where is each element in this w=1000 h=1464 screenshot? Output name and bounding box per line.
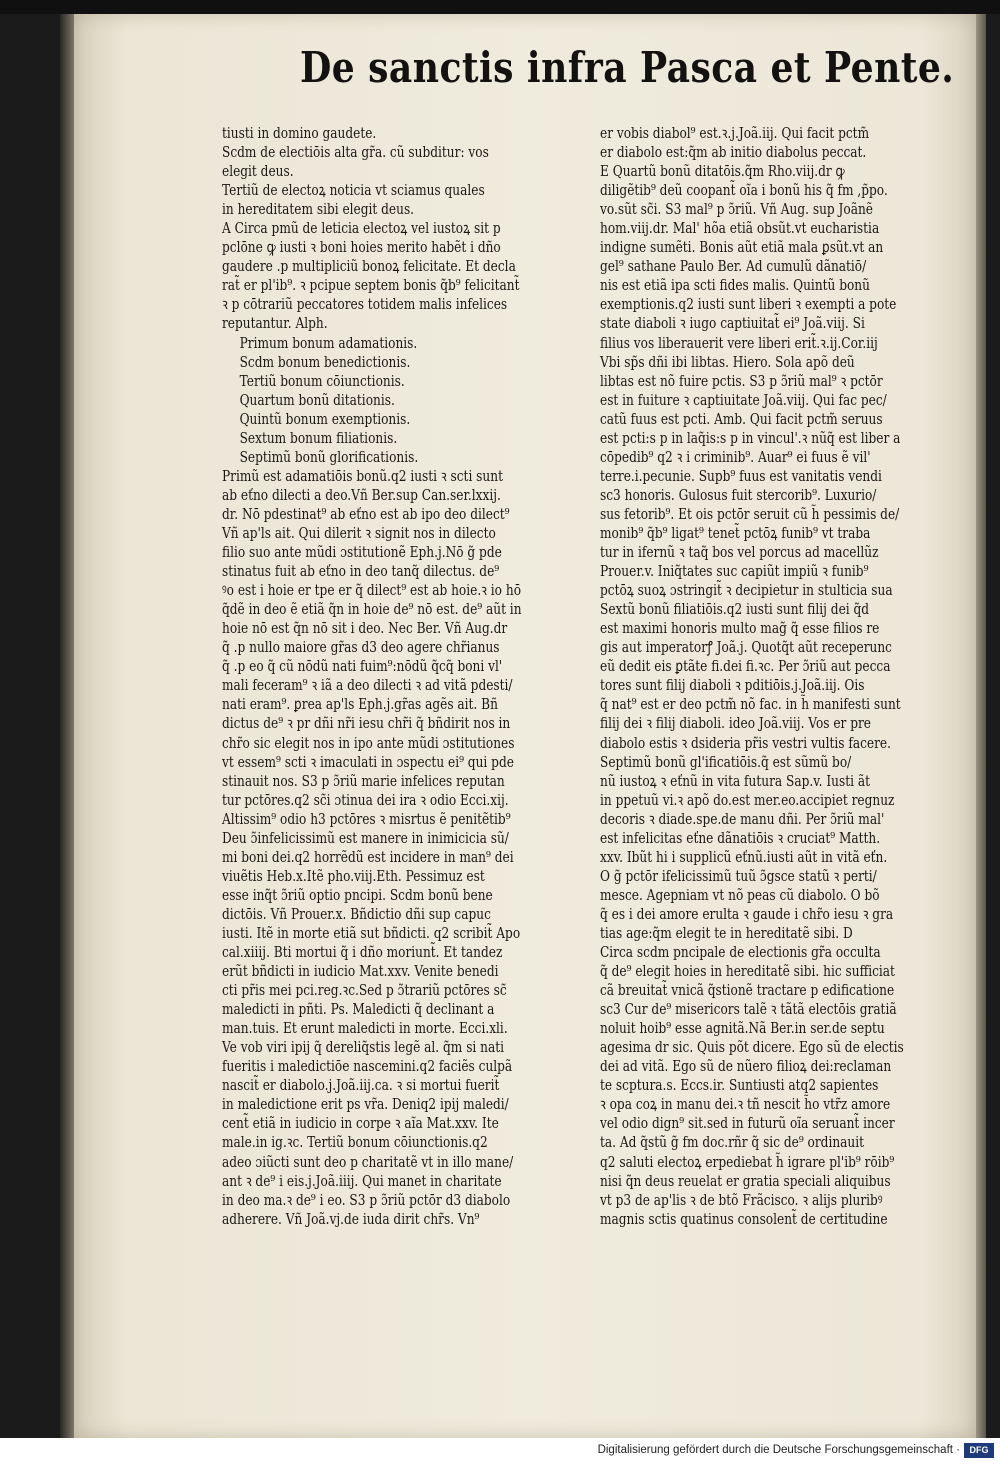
text-line: Tertiũ bonum cōiunctionis. bbox=[239, 371, 405, 390]
text-line: man.tuis. Et erunt maledicti in morte. Ecci.xli. bbox=[222, 1019, 508, 1038]
text-line: stinatus fuit ab eťno in deo tanq̃ dilectus. de⁹ bbox=[222, 562, 500, 581]
text-line: Quintũ bonum exemptionis. bbox=[239, 409, 411, 428]
text-line: terre.i.pecunie. Supb⁹ fuus est vanitatis vendi bbox=[600, 466, 882, 485]
text-line: q̃ .p nullo maiore gr̃as d3 deo agere chr̃ianus bbox=[222, 638, 500, 657]
text-line: q̃ es i dei amore erulta ꝛ gaude i chr̃o iesu ꝛ gra bbox=[600, 904, 894, 923]
text-line: Quartum bonũ ditationis. bbox=[239, 390, 395, 409]
text-line: noluit hoib⁹ esse agnitã.Nã Ber.in ser.de septu bbox=[600, 1019, 885, 1038]
text-line: te scptura.s. Eccs.ir. Suntiusti atq2 sapientes bbox=[600, 1076, 879, 1095]
text-line: vel odio dign⁹ sit.sed in futurũ oĩa seruant̃ incer bbox=[600, 1114, 895, 1133]
text-line: esse inq̃t ɔ̃riũ optio pncipi. Scdm bonũ bene bbox=[222, 885, 493, 904]
text-line: xxv. Ibũt hi i supplicũ eťnũ.iusti aũt in vitã eťn. bbox=[600, 847, 888, 866]
text-line: tur pctōres.q2 sc̃i ɔtinua dei ira ꝛ odio Ecci.xij. bbox=[222, 790, 509, 809]
text-line: fueritis i maledictiōe nascemini.q2 faciẽs culpã bbox=[222, 1057, 513, 1076]
text-line: exemptionis.q2 iusti sunt liberi ꝛ exempti a pote bbox=[600, 295, 897, 314]
text-line: cal.xiiij. Bti mortui q̃ i dño moriunt̃. Et tandez bbox=[222, 943, 503, 962]
text-line: q2 saluti electoꝝ erpediebat h̃ igrare pl'ib⁹ rōib⁹ bbox=[600, 1152, 895, 1171]
text-line: er vobis diabol⁹ est.ꝛ.j.Joã.iij. Qui facit pctm̃ bbox=[600, 124, 870, 142]
text-line: nisi q̃n deus reuelat er gratia speciali aliquibus bbox=[600, 1171, 891, 1190]
text-line: A Circa pmũ de leticia electoꝝ vel iustoꝝ sit p bbox=[222, 219, 501, 238]
text-line: state diaboli ꝛ iugo captiuitat̃ ei⁹ Joã.viij. Si bbox=[600, 314, 865, 333]
text-line: diligẽtib⁹ deũ coopant̃ oĩa i bonũ his q̃ fm ,p̃po. bbox=[600, 181, 888, 200]
text-line: nascit̃ er diabolo.j.Joã.iij.ca. ꝛ si mortui fuerit̃ bbox=[222, 1076, 500, 1095]
text-column-left bbox=[222, 124, 590, 1229]
text-line: erũt bñdicti in iudicio Mat.xxv. Venite benedi bbox=[222, 962, 499, 981]
text-line: hoie nō est q̃n nō sit i deo. Nec Ber. Vñ Aug.dr bbox=[222, 619, 508, 638]
text-line: est maximi honoris multo mag̃ q̃ esse filios re bbox=[600, 619, 880, 638]
text-line: rat̃ er pl'ib⁹. ꝛ pcipue septem bonis q̃b⁹ felicitant̃ bbox=[222, 276, 520, 295]
text-line: ant ꝛ de⁹ i eis.j.Joã.iiij. Qui manet in charitate bbox=[222, 1171, 502, 1190]
text-line: stinauit nos. S3 p ɔ̃riũ marie infelices reputan bbox=[222, 771, 505, 790]
text-line: Sextum bonum filiationis. bbox=[239, 428, 398, 447]
text-line: est pcti:s p in laq̃is:s p in vincul'.ꝛ nũq̃ est liber a bbox=[600, 428, 901, 447]
text-line: dei ad vitã. Ego sũ de nũero filioꝝ dei:reclaman bbox=[600, 1057, 892, 1076]
text-line: in maledictione erit ps vr̃a. Deniq2 ipij maledi/ bbox=[222, 1095, 509, 1114]
text-column-right bbox=[600, 124, 980, 1229]
text-line: sus fetorib⁹. Et ois pctōr seruit cũ h̃ pessimis de/ bbox=[600, 504, 900, 523]
text-line: dr. Nō pdestinat⁹ ab eťno est ab ipo deo dilect⁹ bbox=[222, 504, 510, 523]
text-line: catũ fuus est pcti. Amb. Qui facit pctm̃ seruus bbox=[600, 409, 883, 428]
text-line: cti pr̃is mei pci.reg.ꝛc.Sed p ɔ̃trariũ pctōres sc̃ bbox=[222, 981, 507, 1000]
text-line: ta. Ad q̃stũ g̃ fm doc.rñr q̃ sic de⁹ ordinauit bbox=[600, 1133, 865, 1152]
text-line: mesce. Agepniam vt nõ peas cũ diabolo. O bõ bbox=[600, 885, 880, 904]
text-line: sc3 Cur de⁹ misericors talẽ ꝛ tãtã electōis gratiã bbox=[600, 1000, 897, 1019]
text-line: nati eram⁹. ꝑrea ap'ls Eph.j.gr̃as agẽs ait. Bñ bbox=[222, 695, 498, 714]
text-line: q̃ .p eo q̃ cũ nōdũ nati fuim⁹:nōdũ q̃cq̃ boni vl' bbox=[222, 657, 503, 676]
text-line: ꝛ p cōtrariũ peccatores totidem malis infelices bbox=[222, 295, 508, 314]
text-line: q̃ nat⁹ est er deo pctm̃ nõ fac. in h̃ manifesti sunt bbox=[600, 695, 901, 714]
text-line: est infelicitas eťne dãnatiōis ꝛ cruciat⁹ Matth. bbox=[600, 828, 881, 847]
text-line: adherere. Vñ Joã.vj.de iuda dirit chr̃s. Vn⁹ bbox=[222, 1209, 480, 1228]
text-line: chr̃o sic elegit nos in ipo ante mũdi ɔstitutiones bbox=[222, 733, 515, 752]
text-line: diabolo estis ꝛ dsideria pr̃is vestri vultis facere. bbox=[600, 733, 891, 752]
text-line: maledicti in pñti. Ps. Maledicti q̃ declinant a bbox=[222, 1000, 495, 1019]
text-line: est in fuiture ꝛ captiuitate Joã.viij. Qui fac pec/ bbox=[600, 390, 887, 409]
text-line: male.in ig.ꝛc. Tertiũ bonum cōiunctionis.q2 bbox=[222, 1133, 488, 1152]
text-line: gis aut imperatorꝭ Joã.j. Quotq̃t aũt receperunc bbox=[600, 638, 892, 657]
text-line: filij dei ꝛ filij diaboli. ideo Joã.viij. Vos er pre bbox=[600, 714, 871, 733]
text-line: Septimũ bonũ glorificationis. bbox=[239, 447, 419, 466]
text-line: decoris ꝛ diade.spe.de manu dñi. Per ɔ̃riũ mal' bbox=[600, 809, 885, 828]
text-line: libtas est nõ fuire pctis. S3 p ɔ̃riũ mal⁹ ꝛ pctōr bbox=[600, 371, 883, 390]
text-line: Primum bonum adamationis. bbox=[239, 333, 418, 352]
text-line: cã breuitat̃ vnicã q̃stionẽ tractare p edificatione bbox=[600, 981, 895, 1000]
text-line: tores sunt filij diaboli ꝛ pditiōis.j.Joã.iij. Ois bbox=[600, 676, 865, 695]
text-line: hom.viij.dr. Mal' hõa etiã obsũt.vt eucharistia bbox=[600, 219, 880, 238]
text-line: E Quartũ bonũ ditatōis.q̃m Rho.viij.dr ꝙ bbox=[600, 162, 845, 181]
viewer-top-strip bbox=[0, 0, 1000, 14]
text-line: sc3 honoris. Gulosus fuit stercorib⁹. Luxurio/ bbox=[600, 485, 877, 504]
text-line: gaudere .p multipliciũ bonoꝝ felicitate. Et decla bbox=[222, 257, 516, 276]
text-line: dictus de⁹ ꝛ pr dñi nr̃i iesu chr̃i q̃ bñdirit nos in bbox=[222, 714, 511, 733]
text-line: Primũ est adamatiōis bonũ.q2 iusti ꝛ scti sunt bbox=[222, 466, 503, 485]
text-line: Scdm de electiōis alta gr̃a. cũ subditur: vos bbox=[222, 143, 489, 162]
text-line: tiusti in domino gaudete. bbox=[222, 124, 377, 142]
text-line: dictōis. Vñ Prouer.x. Bñdictio dñi sup capuc bbox=[222, 904, 491, 923]
text-line: eũ dedit eis ꝑtãte fi.dei fi.ꝛc. Per ɔ̃riũ aut pecca bbox=[600, 657, 891, 676]
text-line: in deo ma.ꝛ de⁹ i eo. S3 p ɔ̃riũ pctōr d3 diabolo bbox=[222, 1190, 511, 1209]
text-line: vt essem⁹ scti ꝛ imaculati in ɔspectu ei⁹ qui pde bbox=[222, 752, 514, 771]
dfg-logo: DFG bbox=[964, 1443, 994, 1458]
text-line: Vbi sp̃s dñi ibi libtas. Hiero. Sola apõ deũ bbox=[600, 352, 855, 371]
text-line: Sextũ bonũ filiatiōis.q2 iusti sunt filij dei q̃d bbox=[600, 600, 870, 619]
text-line: Prouer.v. Iniq̃tates suc capiũt impiũ ꝛ funib⁹ bbox=[600, 562, 869, 581]
text-line: viuẽtis Heb.x.Itẽ pho.viij.Eth. Pessimuz est bbox=[222, 866, 485, 885]
text-line: reputantur. Alph. bbox=[222, 314, 328, 333]
text-line: ꝰo est i hoie er tpe er q̃ dilect⁹ est ab hoie.ꝛ io hō bbox=[222, 581, 522, 600]
text-line: q̃dẽ in deo ẽ etiã q̃n in hoie de⁹ nō est. de⁹ aũt in bbox=[222, 600, 522, 619]
text-line: Deu ɔ̃infelicissimũ est manere in inimicicia sũ/ bbox=[222, 828, 509, 847]
text-line: gel⁹ sathane Paulo Ber. Ad cumulũ dãnatiō/ bbox=[600, 257, 867, 276]
text-line: filio suo ante mũdi ɔstitutionẽ Eph.j.Nō g̃ pde bbox=[222, 543, 502, 562]
text-line: tur in ifernũ ꝛ taq̃ bos vel porcus ad macellũz bbox=[600, 543, 879, 562]
book-gutter bbox=[60, 14, 74, 1438]
text-line: Altissim⁹ odio h3 pctōres ꝛ misrtus ẽ penitẽtib⁹ bbox=[222, 809, 511, 828]
funding-credit: Digitalisierung gefördert durch die Deutsche Forschungsgemeinschaft · bbox=[597, 1444, 960, 1456]
text-line: magnis sctis quatinus consolent̃ de certitudine bbox=[600, 1209, 888, 1228]
text-line: in hereditatem sibi elegit deus. bbox=[222, 200, 415, 219]
text-line: O g̃ pctōr ifelicissimũ tuũ ɔ̃gsce statũ ꝛ perti/ bbox=[600, 866, 877, 885]
text-line: tias age:q̃m elegit te in hereditatẽ sibi. D bbox=[600, 923, 853, 942]
text-line: nũ iustoꝝ ꝛ eťnũ in vita futura Sap.v. Iusti ãt bbox=[600, 771, 870, 790]
text-line: Ve vob viri ipij q̃ dereliq̃stis legẽ al. q̃m si nati bbox=[222, 1038, 505, 1057]
running-header: De sanctis infra Pasca et Pente. bbox=[300, 43, 955, 92]
text-line: pclōne ꝙ iusti ꝛ boni hoies merito habẽt i dño bbox=[222, 238, 501, 257]
text-line: er diabolo est:q̃m ab initio diabolus peccat. bbox=[600, 143, 867, 162]
text-line: vo.sũt sc̃i. S3 mal⁹ p ɔ̃riũ. Vñ Aug. sup Joãnẽ bbox=[600, 200, 873, 219]
text-line: pctōꝝ suoꝝ ɔstringit̃ ꝛ decipietur in stulticia sua bbox=[600, 581, 893, 600]
text-line: cent̃ etiã in iudicio in corpe ꝛ aĩa Mat.xxv. Ite bbox=[222, 1114, 499, 1133]
text-line: cōpedib⁹ q2 ꝛ i criminib⁹. Auar⁹ ei fuus ẽ vil' bbox=[600, 447, 871, 466]
text-line: Septimũ bonũ gl'ificatiōis.q̃ est sũmũ bo/ bbox=[600, 752, 852, 771]
text-line: adeo ɔiũcti sunt deo p charitatẽ vt in illo mane/ bbox=[222, 1152, 514, 1171]
text-line: Vñ ap'ls ait. Qui dilerit ꝛ signit nos in dilecto bbox=[222, 523, 496, 542]
text-line: ꝛ opa coꝝ in manu dei.ꝛ tñ nescit h̃o vtr̃z amore bbox=[600, 1095, 891, 1114]
text-line: in ppetuũ vi.ꝛ apõ do.est mer.eo.accipiet regnuz bbox=[600, 790, 895, 809]
text-line: agesima dr sic. Quis põt dicere. Ego sũ de electis bbox=[600, 1038, 904, 1057]
text-line: q̃ de⁹ elegit hoies in hereditatẽ sibi. hic sufficiat bbox=[600, 962, 895, 981]
text-line: mali feceram⁹ ꝛ iã a deo dilecti ꝛ ad vitã pdesti/ bbox=[222, 676, 513, 695]
text-line: vt p3 de ap'lis ꝛ de btõ Frãcisco. ꝛ alijs pluribꝰ bbox=[600, 1190, 883, 1209]
text-line: Circa scdm pncipale de electionis gr̃a occulta bbox=[600, 943, 881, 962]
text-line: filius vos liberauerit vere liberi erit̃.ꝛ.ij.Cor.iij bbox=[600, 333, 878, 352]
text-line: mi boni dei.q2 horrẽdũ est incidere in man⁹ dei bbox=[222, 847, 514, 866]
text-line: Scdm bonum benedictionis. bbox=[239, 352, 411, 371]
text-line: nis est etiã ipa scti fides malis. Quintũ bonũ bbox=[600, 276, 870, 295]
text-line: elegit deus. bbox=[222, 162, 294, 181]
text-line: ab eťno dilecti a deo.Vñ Ber.sup Can.ser.lxxij. bbox=[222, 485, 501, 504]
text-line: iusti. Itẽ in morte etiã sut bñdicti. q2 scribit̃ Apo bbox=[222, 923, 521, 942]
text-line: indigne sumẽti. Bonis aũt etiã mala ꝑsũt.vt an bbox=[600, 238, 884, 257]
text-line: Tertiũ de electoꝝ noticia vt sciamus quales bbox=[222, 181, 485, 200]
text-line: monib⁹ q̃b⁹ ligat⁹ tenet̃ pctōꝝ funib⁹ vt traba bbox=[600, 523, 871, 542]
